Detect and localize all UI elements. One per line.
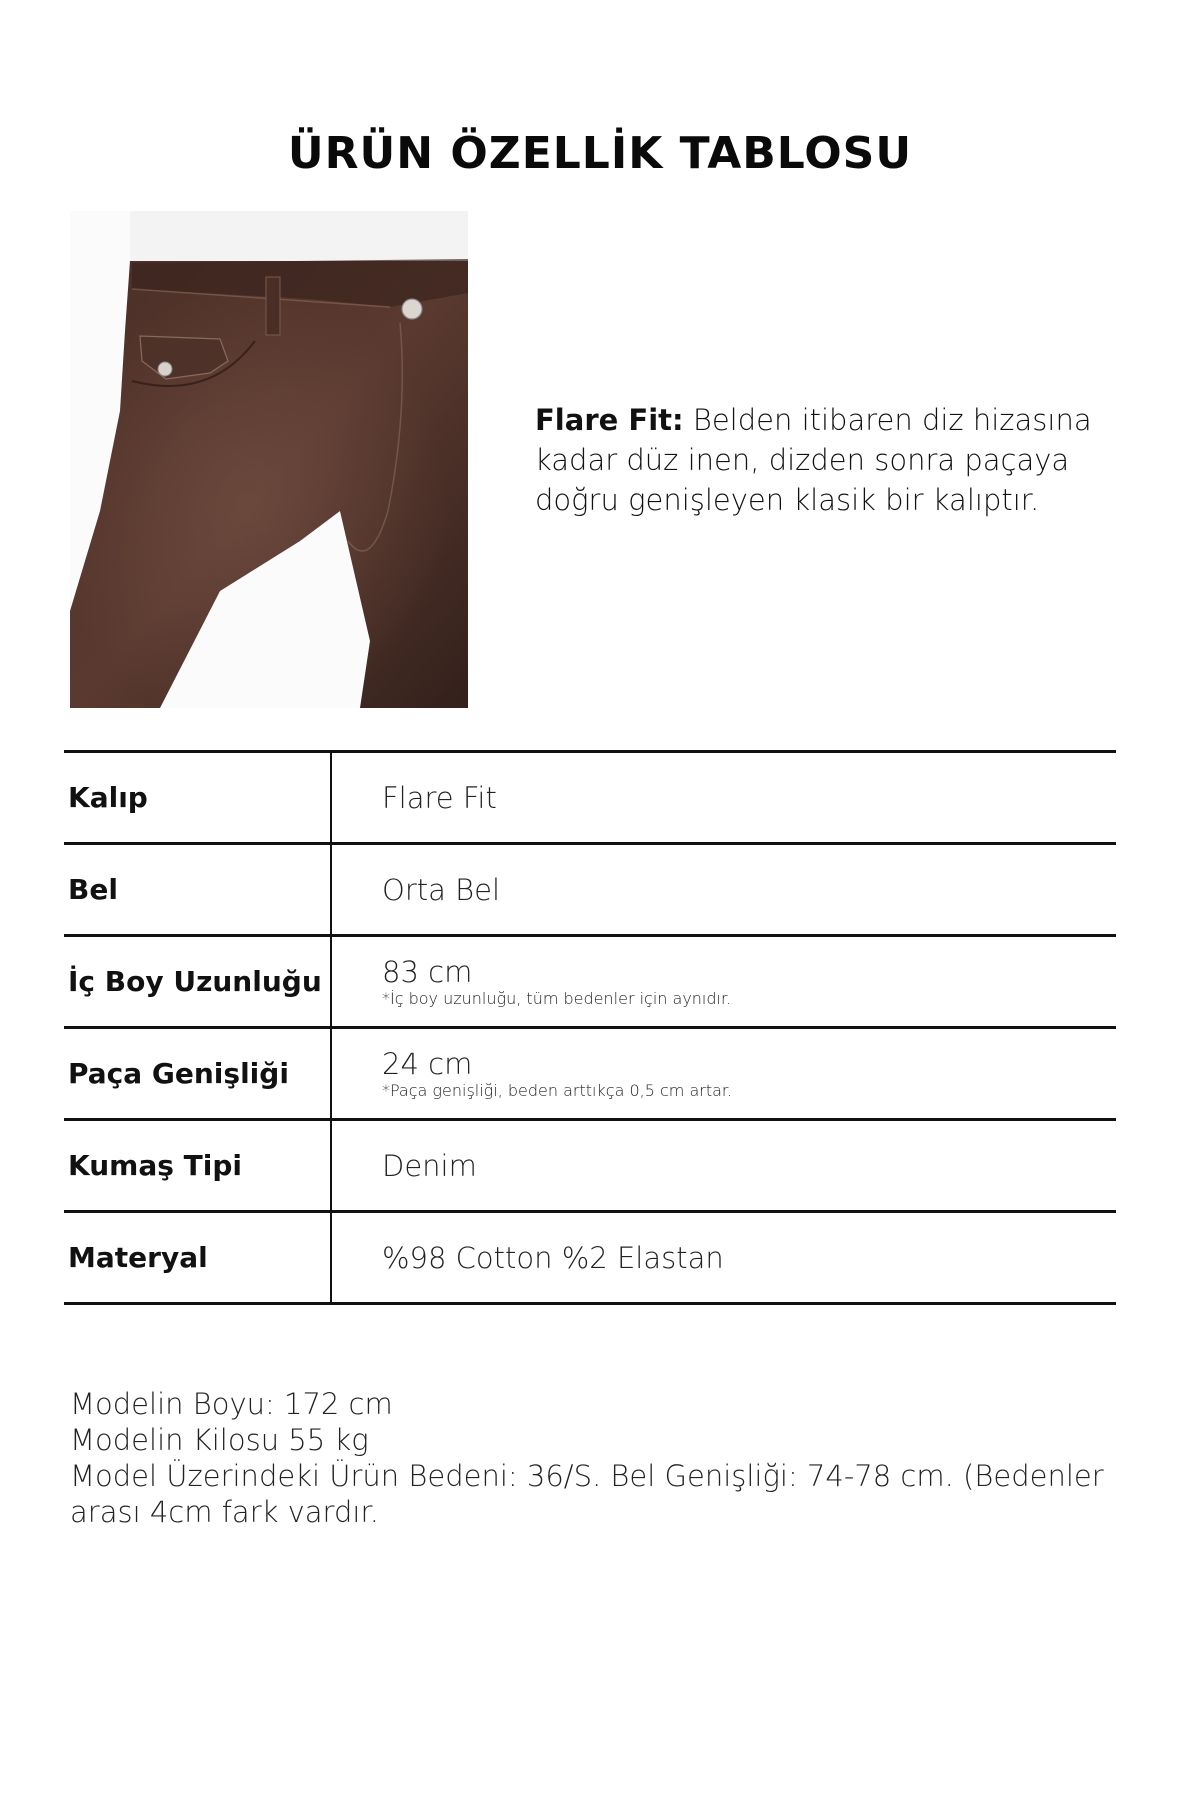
- spec-value-cell: [331, 752, 1116, 844]
- spec-key: İç Boy Uzunluğu: [64, 936, 331, 1028]
- spec-value: Orta Bel: [382, 872, 500, 907]
- table-row: [64, 1212, 1116, 1304]
- page-title: ÜRÜN ÖZELLİK TABLOSU: [287, 128, 913, 179]
- spec-value-cell: [331, 1028, 1116, 1120]
- spec-key: Kalıp: [64, 752, 331, 844]
- model-height: Modelin Boyu: 172 cm: [70, 1387, 393, 1421]
- spec-value: Flare Fit: [382, 780, 497, 815]
- model-info: [70, 1386, 1130, 1530]
- spec-value: 24 cm: [382, 1046, 473, 1081]
- table-row: [64, 936, 1116, 1028]
- model-weight: Modelin Kilosu 55 kg: [70, 1423, 369, 1457]
- fit-description: [535, 400, 1135, 520]
- spec-key: Paça Genişliği: [64, 1028, 331, 1120]
- table-row: [64, 752, 1116, 844]
- spec-value-cell: [331, 936, 1116, 1028]
- model-size: Model Üzerindeki Ürün Bedeni: 36/S. Bel Genişliği: 74-78 cm. (Bedenler arası 4cm fark vardır.: [70, 1459, 1104, 1529]
- spec-key: Materyal: [64, 1212, 331, 1304]
- spec-note: *İç boy uzunluğu, tüm bedenler için aynıdır.: [382, 988, 732, 1008]
- spec-key: Kumaş Tipi: [64, 1120, 331, 1212]
- table-row: [64, 1120, 1116, 1212]
- product-image: [70, 211, 468, 708]
- fit-description-text: Belden itibaren diz hizasına kadar düz inen, dizden sonra paçaya doğru genişleyen klasik bir kalıptır.: [535, 403, 1092, 517]
- fit-description-label: Flare Fit:: [535, 403, 684, 437]
- spec-value-cell: [331, 844, 1116, 936]
- spec-value-cell: [331, 1120, 1116, 1212]
- spec-value: %98 Cotton %2 Elastan: [382, 1240, 724, 1275]
- spec-key: Bel: [64, 844, 331, 936]
- spec-value: Denim: [382, 1148, 477, 1183]
- spec-note: *Paça genişliği, beden arttıkça 0,5 cm artar.: [382, 1080, 733, 1100]
- spec-value: 83 cm: [382, 954, 473, 989]
- spec-table: [64, 750, 1116, 1305]
- table-row: [64, 1028, 1116, 1120]
- table-row: [64, 844, 1116, 936]
- spec-value-cell: [331, 1212, 1116, 1304]
